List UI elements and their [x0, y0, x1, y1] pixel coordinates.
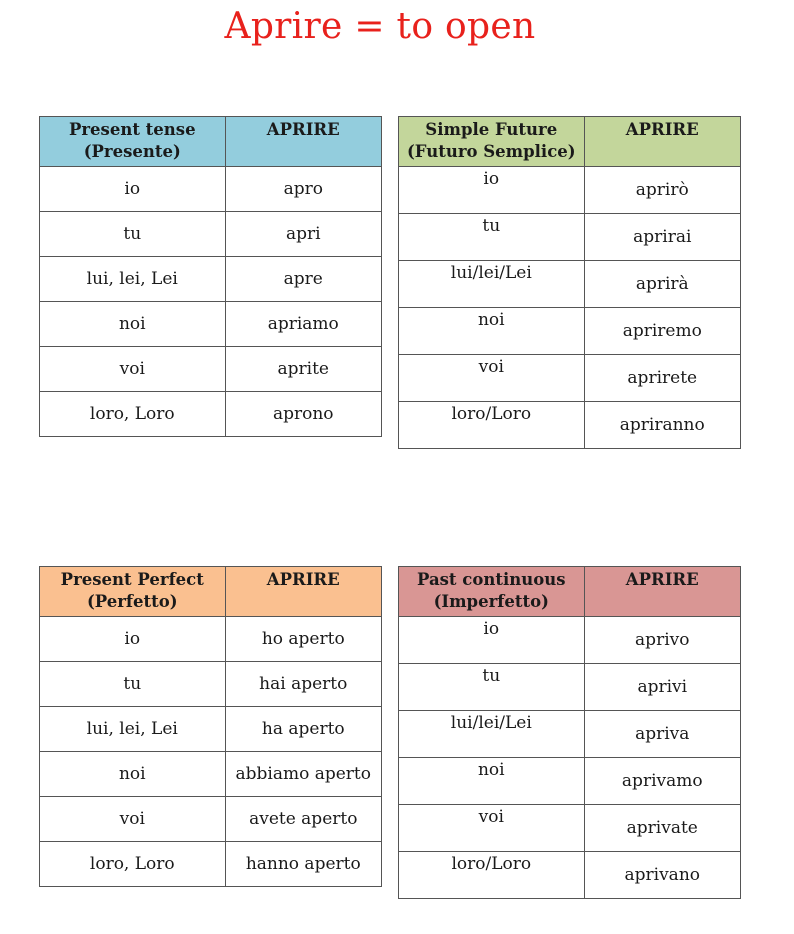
page-title: Aprire = to open — [224, 6, 536, 47]
verb-form-cell: aprivate — [584, 805, 740, 852]
table-row — [399, 402, 741, 449]
verb-form-cell: apriamo — [225, 302, 381, 347]
verb-form-cell: aprite — [225, 347, 381, 392]
person-cell: lui, lei, Lei — [40, 257, 226, 302]
table-row — [40, 167, 382, 212]
table-row — [40, 752, 382, 797]
verb-form-cell: aprirò — [584, 167, 740, 214]
verb-form-cell: aprivi — [584, 664, 740, 711]
verb-form-cell: ho aperto — [225, 617, 381, 662]
tense-italian-name: (Imperfetto) — [433, 592, 549, 611]
tense-name: Past continuous — [416, 570, 566, 589]
person-cell: noi — [40, 302, 226, 347]
verb-form-cell: avete aperto — [225, 797, 381, 842]
person-cell: noi — [399, 308, 585, 355]
person-cell: io — [399, 617, 585, 664]
verb-form-cell: hai aperto — [225, 662, 381, 707]
person-cell: noi — [40, 752, 226, 797]
verb-header: APRIRE — [225, 117, 381, 167]
verb-header: APRIRE — [584, 117, 740, 167]
tense-italian-name: (Futuro Semplice) — [406, 142, 576, 161]
table-row — [40, 842, 382, 887]
table-header-row — [399, 117, 741, 167]
person-cell: tu — [399, 214, 585, 261]
person-cell: loro/Loro — [399, 402, 585, 449]
table-row — [40, 257, 382, 302]
table-header-row — [40, 117, 382, 167]
tense-italian-name: (Presente) — [83, 142, 181, 161]
verb-form-cell: aprirete — [584, 355, 740, 402]
table-row — [40, 797, 382, 842]
verb-form-cell: aprivano — [584, 852, 740, 899]
table-row — [40, 662, 382, 707]
present-tense-table — [39, 116, 382, 437]
person-cell: voi — [399, 805, 585, 852]
table-row — [399, 308, 741, 355]
person-cell: voi — [399, 355, 585, 402]
tense-name: Present Perfect — [60, 570, 204, 589]
verb-form-cell: aprirà — [584, 261, 740, 308]
tense-italian-name: (Perfetto) — [86, 592, 178, 611]
verb-form-cell: aprirai — [584, 214, 740, 261]
table-row — [399, 664, 741, 711]
tense-header — [399, 567, 585, 617]
tense-header — [399, 117, 585, 167]
table-row — [399, 355, 741, 402]
table-row — [399, 758, 741, 805]
tense-header — [40, 567, 226, 617]
table-header-row — [40, 567, 382, 617]
verb-form-cell: abbiamo aperto — [225, 752, 381, 797]
table-row — [399, 214, 741, 261]
verb-form-cell: ha aperto — [225, 707, 381, 752]
person-cell: tu — [40, 662, 226, 707]
verb-form-cell: aprono — [225, 392, 381, 437]
verb-form-cell: hanno aperto — [225, 842, 381, 887]
verb-form-cell: apriremo — [584, 308, 740, 355]
table-row — [399, 805, 741, 852]
person-cell: loro/Loro — [399, 852, 585, 899]
person-cell: tu — [40, 212, 226, 257]
table-row — [40, 707, 382, 752]
person-cell: lui, lei, Lei — [40, 707, 226, 752]
person-cell: io — [40, 167, 226, 212]
table-row — [40, 212, 382, 257]
verb-form-cell: aprivamo — [584, 758, 740, 805]
verb-form-cell: apriranno — [584, 402, 740, 449]
verb-header: APRIRE — [584, 567, 740, 617]
verb-header: APRIRE — [225, 567, 381, 617]
person-cell: lui/lei/Lei — [399, 261, 585, 308]
person-cell: voi — [40, 347, 226, 392]
table-row — [399, 852, 741, 899]
table-row — [399, 617, 741, 664]
present-perfect-table — [39, 566, 382, 887]
simple-future-table — [398, 116, 741, 449]
person-cell: noi — [399, 758, 585, 805]
person-cell: tu — [399, 664, 585, 711]
tense-name: Simple Future — [425, 120, 558, 139]
table-row — [40, 347, 382, 392]
person-cell: lui/lei/Lei — [399, 711, 585, 758]
person-cell: io — [399, 167, 585, 214]
verb-form-cell: apriva — [584, 711, 740, 758]
past-continuous-table — [398, 566, 741, 899]
verb-form-cell: aprivo — [584, 617, 740, 664]
table-header-row — [399, 567, 741, 617]
person-cell: loro, Loro — [40, 392, 226, 437]
verb-form-cell: apre — [225, 257, 381, 302]
table-row — [40, 392, 382, 437]
table-row — [399, 167, 741, 214]
table-row — [40, 302, 382, 347]
person-cell: loro, Loro — [40, 842, 226, 887]
tense-header — [40, 117, 226, 167]
verb-form-cell: apri — [225, 212, 381, 257]
person-cell: io — [40, 617, 226, 662]
tense-name: Present tense — [68, 120, 196, 139]
table-row — [40, 617, 382, 662]
person-cell: voi — [40, 797, 226, 842]
verb-form-cell: apro — [225, 167, 381, 212]
table-row — [399, 711, 741, 758]
table-row — [399, 261, 741, 308]
